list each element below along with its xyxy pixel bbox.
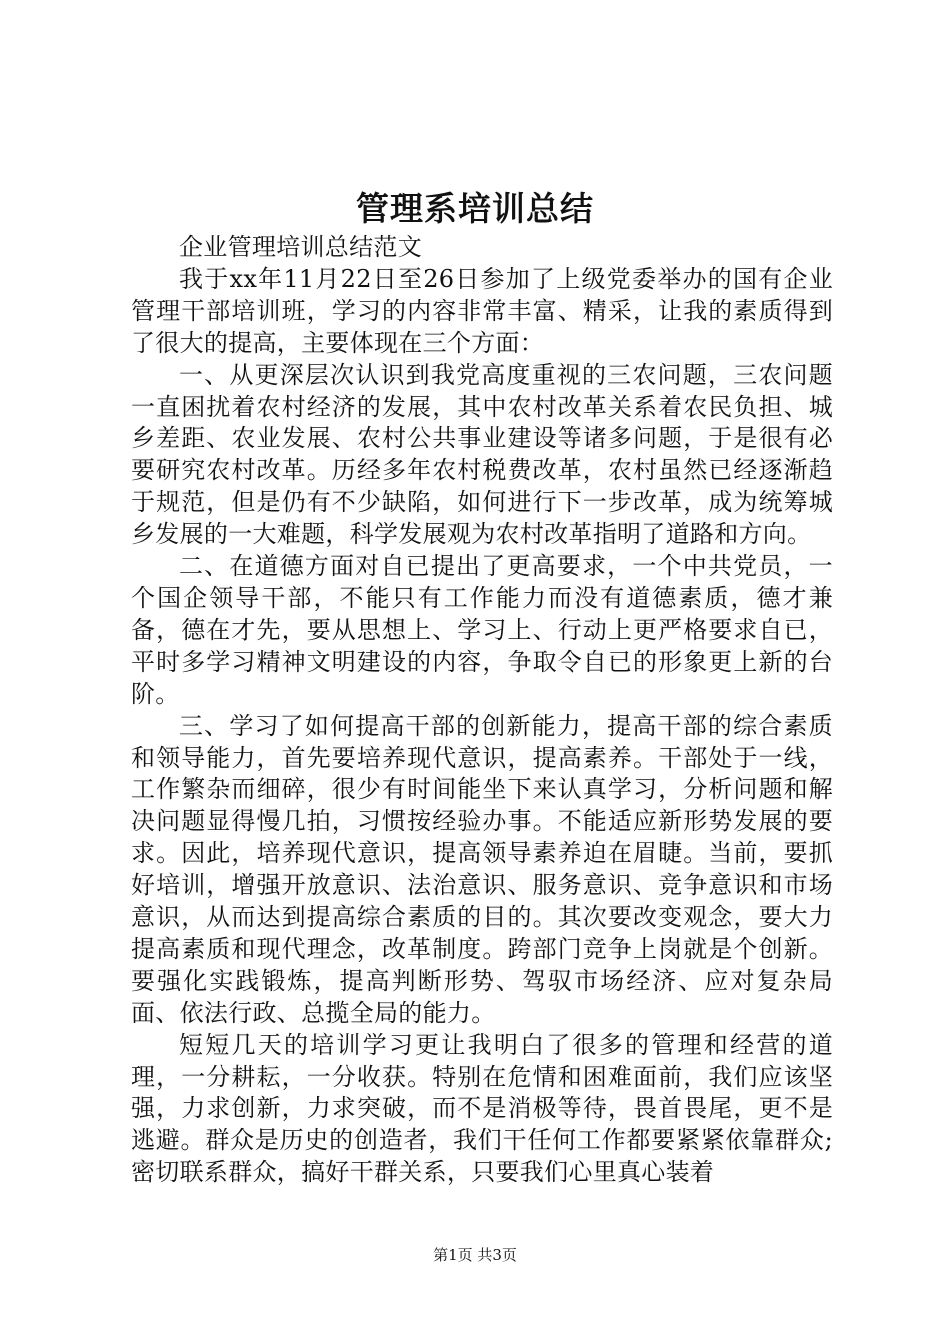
document-title: 管理系培训总结 [356, 189, 594, 228]
paragraph-intro: 我于xx年11月22日至26日参加了上级党委举办的国有企业管理干部培训班，学习的内容非常丰富、精采，让我的素质得到了很大的提高，主要体现在三个方面： [131, 264, 833, 357]
paragraph-point-two: 二、在道德方面对自已提出了更高要求，一个中共党员，一个国企领导干部，不能只有工作能力而没有道德素质，德才兼备，德在才先，要从思想上、学习上、行动上更严格要求自已，平时多学习精神文明建设的内容，争取令自已的形象更上新的台阶。 [131, 552, 833, 708]
paragraph-point-one: 一、从更深层次认识到我党高度重视的三农问题，三农问题一直困扰着农村经济的发展，其中农村改革关系着农民负担、城乡差距、农业发展、农村公共事业建设等诸多问题，于是很有必要研究农村改革。历经多年农村税费改革，农村虽然已经逐渐趋于规范，但是仍有不少缺陷，如何进行下一步改革，成为统筹城乡发展的一大难题，科学发展观为农村改革指明了道路和方向。 [131, 360, 833, 549]
document-body [131, 232, 833, 1189]
paragraph-point-three: 三、学习了如何提高干部的创新能力，提高干部的综合素质和领导能力，首先要培养现代意识，提高素养。干部处于一线，工作繁杂而细碎，很少有时间能坐下来认真学习，分析问题和解决问题显得慢几拍，习惯按经验办事。不能适应新形势发展的要求。因此，培养现代意识，提高领导素养迫在眉睫。当前，要抓好培训，增强开放意识、法治意识、服务意识、竞争意识和市场意识，从而达到提高综合素质的目的。其次要改变观念，要大力提高素质和现代理念，改革制度。跨部门竞争上岗就是个创新。要强化实践锻炼，提高判断形势、驾驭市场经济、应对复杂局面、依法行政、总揽全局的能力。 [131, 711, 833, 1027]
paragraph-conclusion: 短短几天的培训学习更让我明白了很多的管理和经营的道理，一分耕耘，一分收获。特别在危情和困难面前，我们应该坚强，力求创新，力求突破，而不是消极等待，畏首畏尾，更不是逃避。群众是历史的创造者，我们干任何工作都要紧紧依靠群众;密切联系群众，搞好干群关系，只要我们心里真心装着 [131, 1030, 833, 1187]
paragraph-subtitle: 企业管理培训总结范文 [179, 233, 422, 261]
page-footer: 第1页 共3页 [433, 1246, 517, 1264]
